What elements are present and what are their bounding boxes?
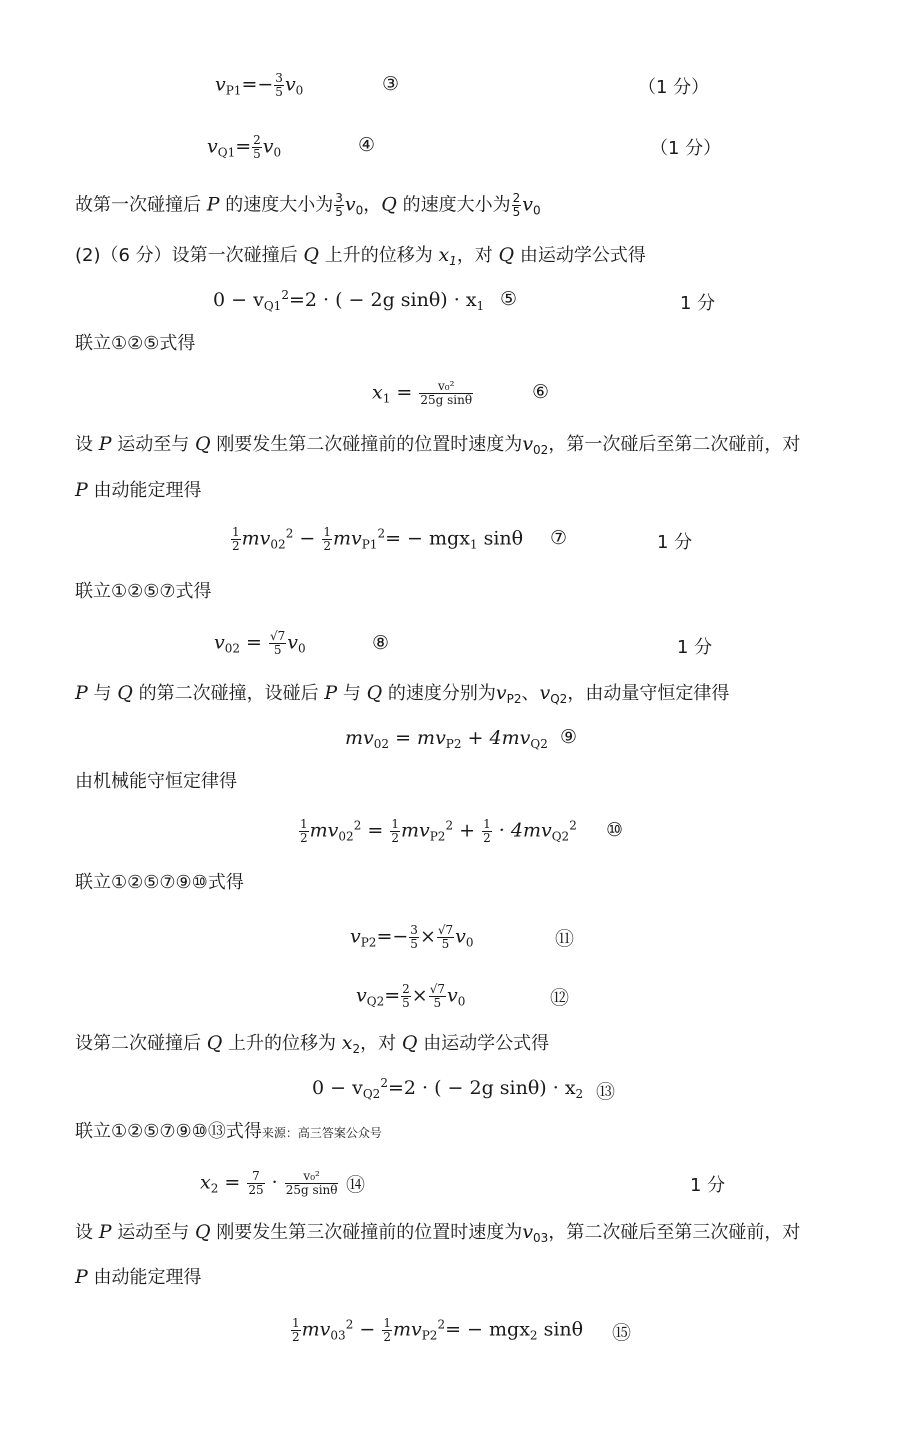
equation-15: $\frac{1}{2}$ $mv_{03}^2$ − $\frac{1}{2}$ $mv_{P2}^2= - mgx_2$ sinθ xyxy=(292,1316,584,1344)
equation-number-6: ⑥ xyxy=(532,381,550,403)
score-eq14: 1 分 xyxy=(690,1175,726,1196)
combine-line-1: 联立①②⑤式得 xyxy=(75,333,196,354)
equation-6: $x_1$ = $\frac{\text{v₀²}}{\text{25g sinθ}}$ xyxy=(372,379,473,407)
score-eq4: （1 分） xyxy=(650,138,722,159)
equation-5: $0 - v_{Q1}^2=2$ · ( − 2g $\sin\theta) \cdot x_1$ xyxy=(213,288,485,313)
equation-11: $v_{P2}=-$ $\frac{3}{5}$ × $\frac{√7}{5}$ $v_0$ xyxy=(350,923,474,951)
paragraph-third-collision-velocity-cont: P 由动能定理得 xyxy=(75,1266,202,1288)
paragraph-second-collision-velocity: 设 P 运动至与 Q 刚要发生第二次碰撞前的位置时速度为$v_{02}$，第一次碰后至第二次碰前，对 xyxy=(75,433,801,457)
equation-number-10: ⑩ xyxy=(606,819,624,841)
equation-number-4: ④ xyxy=(358,134,376,156)
score-eq7: 1 分 xyxy=(657,532,693,553)
equation-13: $0 - v_{Q2}^2=2$ · ( − 2g $\sin\theta) \cdot x_2$ xyxy=(312,1076,584,1101)
equation-4: $v_{Q1}=$ $\frac{2}{5}$ $v_0$ xyxy=(207,133,282,161)
combine-line-3: 联立①②⑤⑦⑨⑩式得 xyxy=(75,872,244,893)
paragraph-second-collision-velocity-cont: P 由动能定理得 xyxy=(75,479,202,501)
equation-number-8: ⑧ xyxy=(372,632,390,654)
equation-number-5: ⑤ xyxy=(500,288,518,310)
equation-number-14: ⑭ xyxy=(346,1174,366,1196)
equation-3: $v_{P1}=-$ $\frac{3}{5}$ $v_0$ xyxy=(215,71,304,99)
combine-line-2: 联立①②⑤⑦式得 xyxy=(75,581,212,602)
equation-10: $\frac{1}{2}$ $mv_{02}^2$ = $\frac{1}{2}$ $mv_{P2}^2$ + $\frac{1}{2}$ · $4mv_{Q2}^2$ xyxy=(300,817,577,845)
equation-12: $v_{Q2}=$ $\frac{2}{5}$ × $\frac{√7}{5}$ $v_0$ xyxy=(356,982,466,1010)
equation-9: $mv_{02} = mv_{P2} + 4mv_{Q2}$ xyxy=(345,727,548,751)
equation-7: $\frac{1}{2}$ $mv_{02}^2$ − $\frac{1}{2}$ $mv_{P1}^2= - mgx_1$ sinθ xyxy=(232,525,524,553)
equation-number-7: ⑦ xyxy=(550,527,568,549)
source-watermark: 来源：高三答案公众号 xyxy=(261,1126,382,1140)
paragraph-second-collision: P 与 Q 的第二次碰撞，设碰后 P 与 Q 的速度分别为$v_{P2}$、$v_{Q2}$，由动量守恒定律得 xyxy=(75,682,730,706)
equation-14: $x_2$ = $\frac{7}{25}$ · $\frac{\text{v₀²}}{\text{25g sinθ}}$ xyxy=(200,1169,338,1197)
score-eq3: （1 分） xyxy=(638,77,710,98)
paragraph-second-displacement: 设第二次碰撞后 Q 上升的位移为 $x_2$，对 Q 由运动学公式得 xyxy=(75,1032,550,1056)
equation-number-9: ⑨ xyxy=(560,726,578,748)
equation-number-13: ⑬ xyxy=(596,1081,616,1103)
part2-intro: (2)（6 分）设第一次碰撞后 Q 上升的位移为 $x_1$，对 Q 由运动学公式得 xyxy=(75,244,646,268)
score-eq8: 1 分 xyxy=(677,637,713,658)
conclusion-first-collision: 故第一次碰撞后 P 的速度大小为 $\frac{3}{5}$ $v_0$，Q 的速度大小为 $\frac{2}{5}$ $v_0$ xyxy=(75,191,541,219)
paragraph-third-collision-velocity: 设 P 运动至与 Q 刚要发生第三次碰撞前的位置时速度为$v_{03}$，第二次碰后至第三次碰前，对 xyxy=(75,1221,801,1245)
equation-number-11: ⑪ xyxy=(555,928,575,950)
equation-8: $v_{02}$ = $\frac{√7}{5}$ $v_0$ xyxy=(214,629,306,657)
combine-line-4: 联立①②⑤⑦⑨⑩⑬式得来源：高三答案公众号 xyxy=(75,1121,382,1142)
equation-number-15: ⑮ xyxy=(612,1322,632,1344)
equation-number-12: ⑫ xyxy=(550,987,570,1009)
equation-number-3: ③ xyxy=(382,73,400,95)
mechanical-energy-line: 由机械能守恒定律得 xyxy=(75,771,237,792)
score-eq5: 1 分 xyxy=(680,293,716,314)
